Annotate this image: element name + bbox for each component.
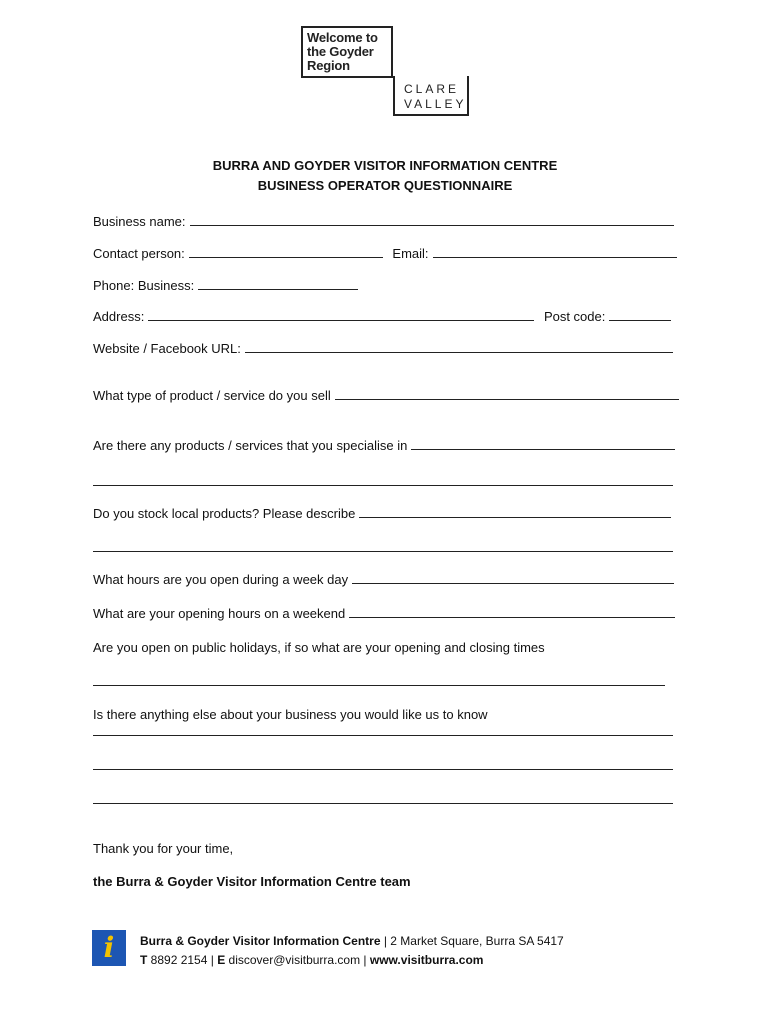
website-field[interactable] <box>245 341 673 353</box>
footer-line1 <box>140 934 564 948</box>
page-title: BURRA AND GOYDER VISITOR INFORMATION CENTRE <box>212 158 558 173</box>
website-row <box>93 341 673 356</box>
product-question: What type of product / service do you sell <box>93 388 331 403</box>
holidays-question-row <box>93 640 545 655</box>
local-products-field[interactable] <box>359 506 671 518</box>
local-question-row <box>93 506 671 521</box>
footer-phone-label: T <box>140 953 148 967</box>
contact-person-label: Contact person: <box>93 246 185 261</box>
footer-org: Burra & Goyder Visitor Information Centre <box>140 934 381 948</box>
logo-clare: CLARE <box>404 82 460 96</box>
post-code-field[interactable] <box>609 309 671 321</box>
else-question-row <box>93 707 488 722</box>
footer-email-label: E <box>217 953 226 967</box>
phone-row <box>93 278 358 293</box>
footer-line2 <box>140 953 483 967</box>
address-field[interactable] <box>148 309 534 321</box>
anything-else-line-1[interactable] <box>93 734 673 736</box>
email-label: Email: <box>392 246 429 261</box>
weekend-hours-field[interactable] <box>349 606 675 618</box>
weekday-question-row <box>93 572 674 587</box>
address-label: Address: <box>93 309 145 324</box>
public-holidays-answer-line[interactable] <box>93 684 665 686</box>
logo-valley: VALLEY <box>404 97 467 111</box>
post-code-label: Post code: <box>543 309 606 324</box>
specialise-answer-line[interactable] <box>93 484 673 486</box>
logo-line3: Region <box>307 58 350 73</box>
info-icon: i <box>92 930 126 966</box>
phone-label: Phone: Business: <box>93 278 195 293</box>
product-question-row <box>93 388 679 403</box>
contact-row <box>93 246 677 261</box>
anything-else-question: Is there anything else about your business you would like us to know <box>93 707 488 722</box>
anything-else-line-2[interactable] <box>93 768 673 770</box>
logo-text <box>307 31 378 73</box>
footer-email: discover@visitburra.com | <box>225 953 370 967</box>
business-name-label: Business name: <box>93 214 186 229</box>
page-subtitle: BUSINESS OPERATOR QUESTIONNAIRE <box>257 178 513 193</box>
team-signoff: the Burra & Goyder Visitor Information Centre team <box>93 874 411 889</box>
footer-address: | 2 Market Square, Burra SA 5417 <box>380 934 564 948</box>
specialise-question-row <box>93 438 675 453</box>
anything-else-line-3[interactable] <box>93 802 673 804</box>
contact-person-field[interactable] <box>189 246 383 258</box>
product-answer-field[interactable] <box>335 388 679 400</box>
business-name-row <box>93 214 674 229</box>
weekday-hours-field[interactable] <box>352 572 674 584</box>
region-logo <box>300 26 470 118</box>
weekend-hours-question: What are your opening hours on a weekend <box>93 606 346 621</box>
local-products-question: Do you stock local products? Please describe <box>93 506 356 521</box>
website-label: Website / Facebook URL: <box>93 341 241 356</box>
thanks-text: Thank you for your time, <box>93 841 234 856</box>
weekday-hours-question: What hours are you open during a week day <box>93 572 349 587</box>
logo-clare-valley <box>404 82 466 112</box>
logo-line1: Welcome to <box>307 30 378 45</box>
local-products-answer-line[interactable] <box>93 550 673 552</box>
address-row <box>93 309 671 324</box>
phone-field[interactable] <box>198 278 358 290</box>
specialise-question: Are there any products / services that you specialise in <box>93 438 408 453</box>
footer-phone: 8892 2154 | <box>147 953 218 967</box>
public-holidays-question: Are you open on public holidays, if so what are your opening and closing times <box>93 640 545 655</box>
specialise-answer-field[interactable] <box>411 438 675 450</box>
weekend-question-row <box>93 606 675 621</box>
footer-website[interactable]: www.visitburra.com <box>369 953 484 967</box>
business-name-field[interactable] <box>190 214 674 226</box>
email-field[interactable] <box>433 246 677 258</box>
logo-line2: the Goyder <box>307 44 374 59</box>
